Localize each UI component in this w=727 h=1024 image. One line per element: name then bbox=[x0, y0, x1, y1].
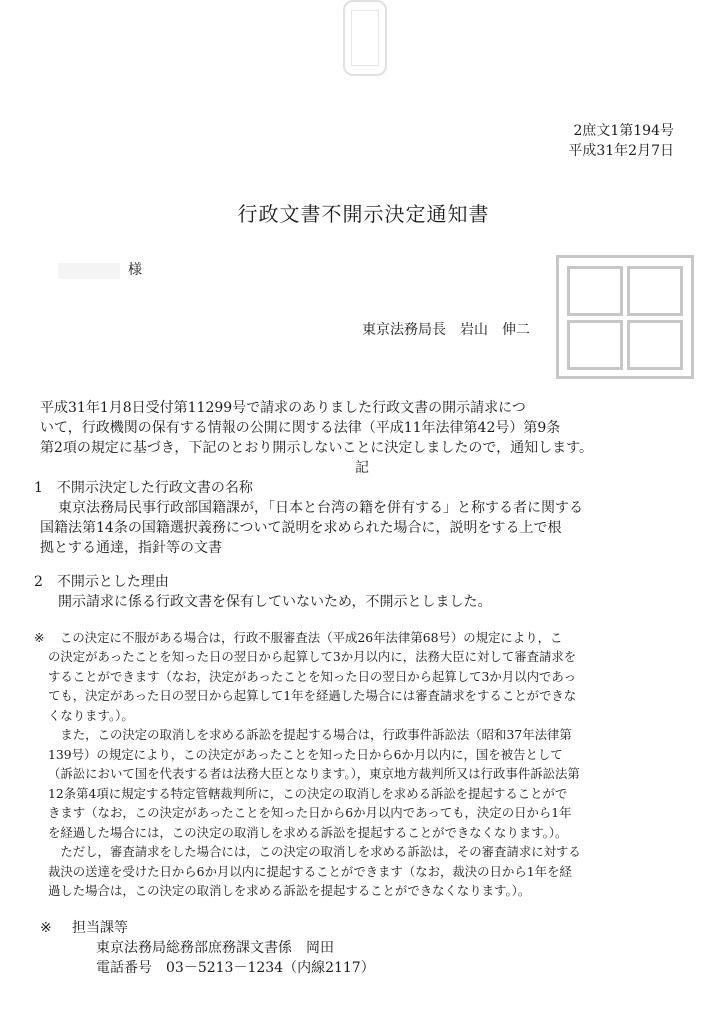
notice-line-1: この決定に不服がある場合は，行政不服審査法（平成26年法律第68号）の規定により，こ bbox=[60, 630, 563, 645]
intro-line-3: 第2項の規定に基づき，下記のとおり開示しないことに決定しましたので，通知します。 bbox=[40, 440, 593, 456]
section1-line-1: 東京法務局民事行政部国籍課が，「日本と台湾の籍を併有する」と称する者に関する bbox=[58, 500, 583, 516]
notice-line-3: することができます（なお，決定があったことを知った日の翌日から起算して3か月以内であっ bbox=[48, 669, 577, 684]
notice-line-6: また，この決定の取消しを求める訴訟を提起する場合は，行政事件訴訟法（昭和37年法律第 bbox=[48, 727, 572, 742]
notice-line-4: ても，決定があった日の翌日から起算して1年を経過した場合には審査請求をすることができな bbox=[48, 688, 577, 703]
notice-line-14: 過した場合は，この決定の取消しを求める訴訟を提起することができなくなります。）。 bbox=[48, 883, 531, 898]
intro-line-1: 平成31年1月8日受付第11299号で請求のありました行政文書の開示請求につ bbox=[40, 400, 526, 416]
notice-line-11: を経過した場合には，この決定の取消しを求める訴訟を提起することができなくなります。）。 bbox=[48, 825, 568, 840]
contact-heading: 担当課等 bbox=[72, 920, 128, 936]
section1-heading: 1 不開示決定した行政文書の名称 bbox=[34, 480, 253, 496]
notice-line-10: きます（なお，この決定があったことを知った日から6か月以内であっても，決定の日から1年 bbox=[48, 805, 572, 820]
section1-line-3: 拠とする通達，指針等の文書 bbox=[40, 540, 222, 556]
section2-line-1: 開示請求に係る行政文書を保有していないため，不開示としました。 bbox=[58, 594, 492, 610]
notice-line-9: 12条第4項に規定する特定管轄裁判所に，この決定の取消しを求める訴訟を提起することがで bbox=[48, 786, 568, 801]
notice-line-13: 裁決の送達を受けた日から6か月以内に提起することができます（なお，裁決の日から1年を経 bbox=[48, 864, 572, 879]
ki-marker: 記 bbox=[355, 460, 369, 476]
contact-department: 東京法務局総務部庶務課文書係 岡田 bbox=[96, 940, 334, 956]
notice-mark: ※ bbox=[34, 630, 45, 645]
notice-line-8: （訴訟において国を代表する者は法務大臣となります。），東京地方裁判所又は行政事件訴訟法第 bbox=[48, 766, 580, 781]
notice-line-12: ただし，審査請求をした場合には，この決定の取消しを求める訴訟は，その審査請求に対する bbox=[48, 844, 581, 859]
contact-phone: 電話番号 03－5213－1234（内線2117） bbox=[96, 960, 375, 976]
notice-line-7: 139号）の規定により，この決定があったことを知った日から6か月以内に，国を被告として bbox=[48, 747, 563, 762]
section2-heading: 2 不開示とした理由 bbox=[34, 574, 169, 590]
official-seal-stamp bbox=[556, 255, 694, 379]
notice-line-2: の決定があったことを知った日の翌日から起算して3か月以内に，法務大臣に対して審査請求を bbox=[48, 649, 577, 664]
intro-line-2: いて，行政機関の保有する情報の公開に関する法律（平成11年法律第42号）第9条 bbox=[40, 420, 561, 436]
top-seal-stamp bbox=[343, 0, 387, 76]
addressee-suffix: 様 bbox=[128, 262, 142, 278]
contact-mark: ※ bbox=[40, 920, 52, 936]
notice-line-5: くなります。）。 bbox=[48, 708, 134, 723]
document-number: 2庶文1第194号 bbox=[573, 123, 674, 139]
redacted-name bbox=[58, 263, 120, 279]
sender-name: 東京法務局長 岩山 伸二 bbox=[362, 322, 530, 338]
page-title: 行政文書不開示決定通知書 bbox=[237, 202, 490, 226]
section1-line-2: 国籍法第14条の国籍選択義務について説明を求められた場合に，説明をする上で根 bbox=[40, 520, 562, 536]
document-date: 平成31年2月7日 bbox=[568, 143, 674, 159]
